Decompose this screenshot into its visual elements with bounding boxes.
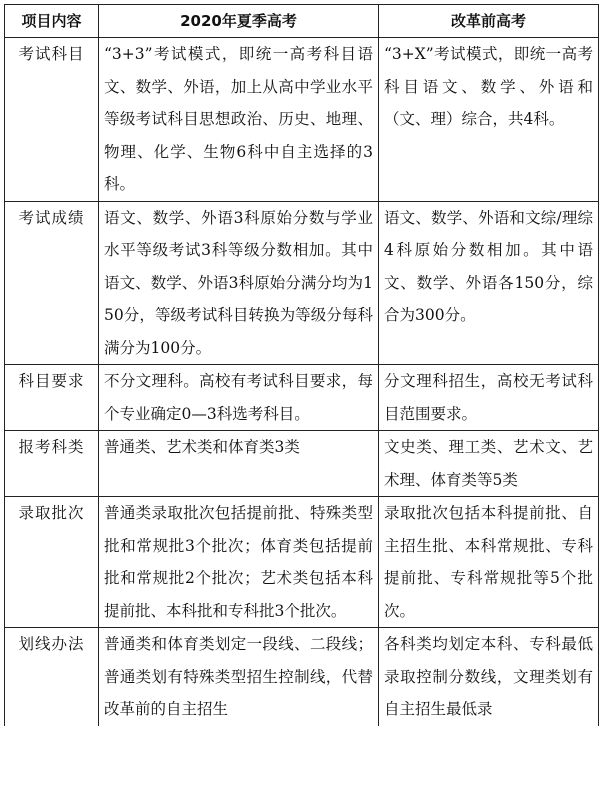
row-label: 考试科目 [5, 38, 99, 202]
old-cell: 分文理科招生，高校无考试科目范围要求。 [379, 365, 599, 431]
header-new-gaokao: 2020年夏季高考 [99, 5, 379, 38]
new-cell: 普通类、艺术类和体育类3类 [99, 431, 379, 497]
old-cell: 各科类均划定本科、专科最低录取控制分数线，文理类划有自主招生最低录 [379, 628, 599, 726]
old-cell: 语文、数学、外语和文综/理综4科原始分数相加。其中语文、数学、外语各150分，综合为300分。 [379, 201, 599, 365]
new-cell: 不分文理科。高校有考试科目要求，每个专业确定0—3科选考科目。 [99, 365, 379, 431]
row-label: 报考科类 [5, 431, 99, 497]
table-row [5, 628, 599, 726]
old-cell: “3+X”考试模式，即统一高考科目语文、数学、外语和（文、理）综合，共4科。 [379, 38, 599, 202]
old-cell: 录取批次包括本科提前批、自主招生批、本科常规批、专科提前批、专科常规批等5个批次。 [379, 497, 599, 628]
row-label: 考试成绩 [5, 201, 99, 365]
table-row [5, 365, 599, 431]
table-row [5, 431, 599, 497]
table-row [5, 201, 599, 365]
new-cell: 普通类录取批次包括提前批、特殊类型批和常规批3个批次；体育类包括提前批和常规批2个批次；艺术类包括本科提前批、本科批和专科批3个批次。 [99, 497, 379, 628]
table-row [5, 38, 599, 202]
table-header-row [5, 5, 599, 38]
row-label: 录取批次 [5, 497, 99, 628]
old-cell: 文史类、理工类、艺术文、艺术理、体育类等5类 [379, 431, 599, 497]
new-cell: 普通类和体育类划定一段线、二段线；普通类划有特殊类型招生控制线，代替改革前的自主招生 [99, 628, 379, 726]
row-label: 科目要求 [5, 365, 99, 431]
header-item: 项目内容 [5, 5, 99, 38]
comparison-table [4, 4, 599, 726]
table-row [5, 497, 599, 628]
header-old-gaokao: 改革前高考 [379, 5, 599, 38]
new-cell: “3+3”考试模式，即统一高考科目语文、数学、外语，加上从高中学业水平等级考试科目思想政治、历史、地理、物理、化学、生物6科中自主选择的3科。 [99, 38, 379, 202]
new-cell: 语文、数学、外语3科原始分数与学业水平等级考试3科等级分数相加。其中语文、数学、外语3科原始分满分均为150分，等级考试科目转换为等级分每科满分为100分。 [99, 201, 379, 365]
row-label: 划线办法 [5, 628, 99, 726]
